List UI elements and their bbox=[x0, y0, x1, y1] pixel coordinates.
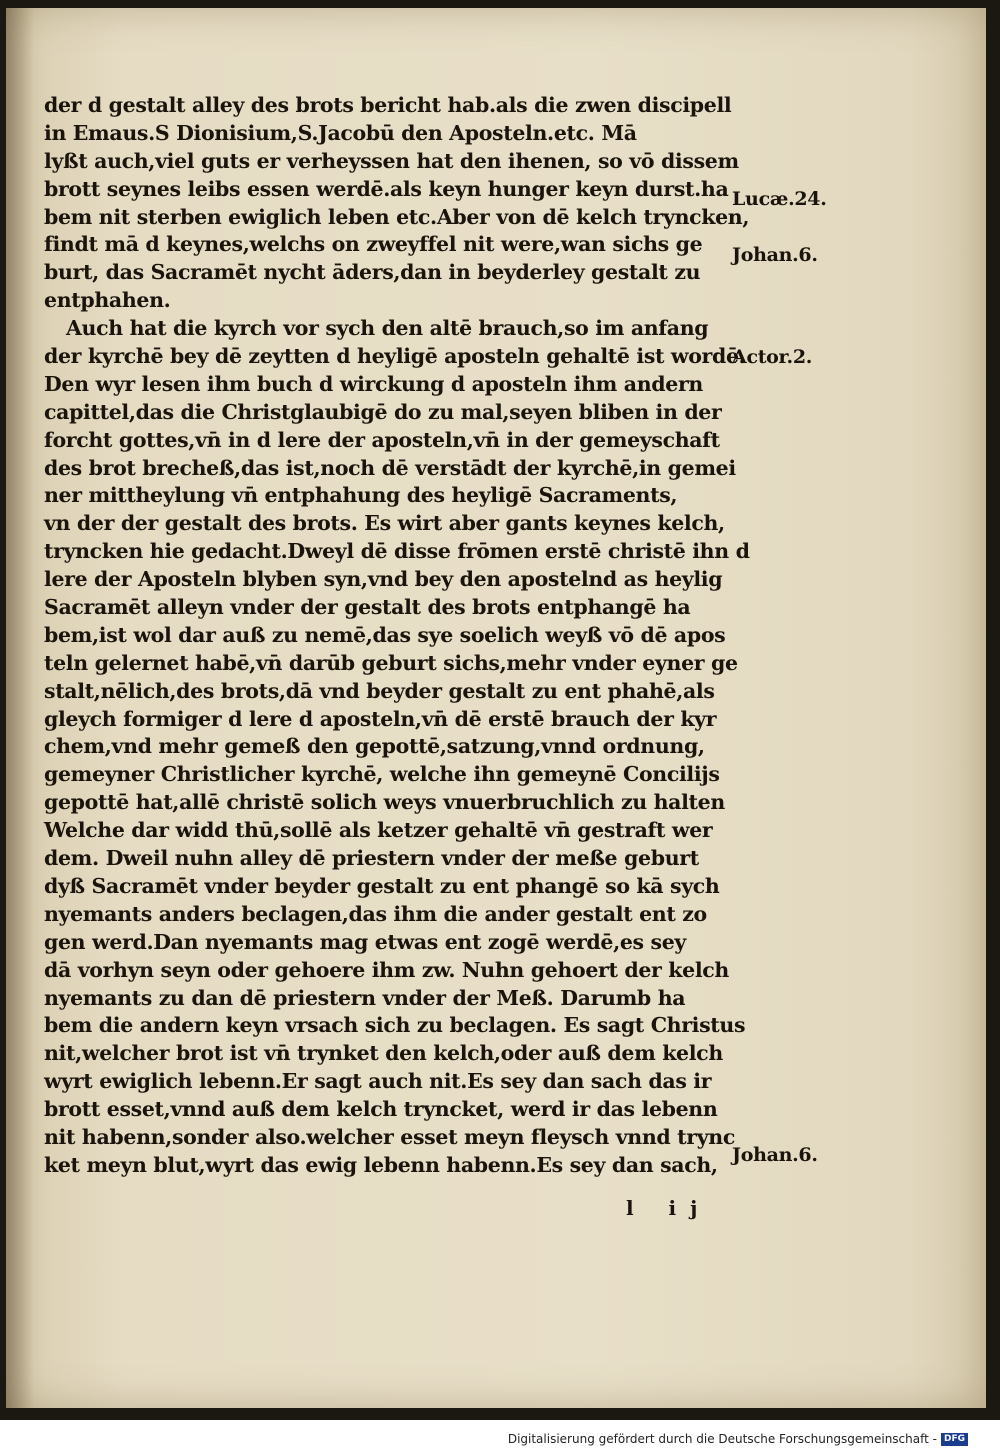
text-line: in Emaus.S Dionisium,S.Jacobū den Aposteln.etc. Mā bbox=[44, 120, 637, 145]
text-line: Den wyr lesen ihm buch d wirckung d aposteln ihm andern bbox=[44, 371, 703, 396]
text-line: chem,vnd mehr gemeß den gepottē,satzung,vnnd ordnung, bbox=[44, 734, 705, 759]
text-line: burt, das Sacramēt nycht āders,dan in beyderley gestalt zu bbox=[44, 260, 701, 285]
gutter-shadow bbox=[6, 8, 34, 1408]
text-line: des brot brecheß,das ist,noch dē verstādt der kyrchē,in gemei bbox=[44, 455, 736, 480]
footer-credit bbox=[508, 1432, 968, 1446]
text-line: Welche dar widd thū,sollē als ketzer gehaltē vn̄ gestraft wer bbox=[44, 818, 713, 843]
text-line: dyß Sacramēt vnder beyder gestalt zu ent phangē so kā sych bbox=[44, 873, 720, 898]
text-line: tryncken hie gedacht.Dweyl dē disse frōmen erstē christē ihn d bbox=[44, 539, 750, 564]
text-line: stalt,nēlich,des brots,dā vnd beyder gestalt zu ent phahē,als bbox=[44, 678, 715, 703]
main-text-block bbox=[44, 92, 750, 1180]
text-line: nit habenn,sonder also.welcher esset meyn fleysch vnnd trync bbox=[44, 1124, 735, 1149]
text-line: vn der der gestalt des brots. Es wirt aber gants keynes kelch, bbox=[44, 511, 725, 536]
text-line: bem nit sterben ewiglich leben etc.Aber von dē kelch tryncken, bbox=[44, 204, 750, 229]
text-line: lere der Aposteln blyben syn,vnd bey den apostelnd as heylig bbox=[44, 567, 723, 592]
text-line: brott seynes leibs essen werdē.als keyn hunger keyn durst.ha bbox=[44, 176, 729, 201]
footer-credit-text: Digitalisierung gefördert durch die Deutsche Forschungsgemeinschaft - bbox=[507, 1432, 937, 1446]
text-line: der d gestalt alley des brots bericht hab.als die zwen discipell bbox=[44, 93, 732, 117]
text-line: bem,ist wol dar auß zu nemē,das sye soelich weyß vō dē apos bbox=[44, 622, 726, 647]
margin-note-luke: Lucæ.24. bbox=[732, 188, 827, 210]
text-line: Sacramēt alleyn vnder der gestalt des brots entphangē ha bbox=[44, 595, 691, 620]
text-line: gen werd.Dan nyemants mag etwas ent zogē werdē,es sey bbox=[44, 929, 686, 954]
text-line: wyrt ewiglich lebenn.Er sagt auch nit.Es sey dan sach das ir bbox=[44, 1069, 712, 1094]
text-line: nyemants anders beclagen,das ihm die ander gestalt ent zo bbox=[44, 901, 707, 926]
text-line: dā vorhyn seyn oder gehoere ihm zw. Nuhn gehoert der kelch bbox=[44, 957, 729, 982]
signature-mark: l ij bbox=[626, 1196, 712, 1220]
margin-note-john: Johan.6. bbox=[732, 1144, 818, 1166]
paragraph-start-line: Auch hat die kyrch vor sych den altē brauch,so im anfang bbox=[66, 316, 709, 341]
text-line: nit,welcher brot ist vn̄ trynket den kelch,oder auß dem kelch bbox=[44, 1041, 723, 1066]
dfg-logo: DFG bbox=[941, 1433, 968, 1446]
text-line: ket meyn blut,wyrt das ewig lebenn habenn.Es sey dan sach, bbox=[44, 1152, 718, 1177]
text-line: entphahen. bbox=[44, 288, 171, 313]
text-line: capittel,das die Christglaubigē do zu mal,seyen bliben in der bbox=[44, 399, 722, 424]
text-line: dem. Dweil nuhn alley dē priestern vnder der meße geburt bbox=[44, 846, 699, 871]
text-line: lyßt auch,viel guts er verheyssen hat den ihenen, so vō dissem bbox=[44, 148, 739, 173]
text-line: gleych formiger d lere d aposteln,vn̄ dē erstē brauch der kyr bbox=[44, 706, 717, 731]
text-line: forcht gottes,vn̄ in d lere der aposteln,vn̄ in der gemeyschaft bbox=[44, 427, 720, 452]
text-line: findt mā d keynes,welchs on zweyffel nit were,wan sichs ge bbox=[44, 232, 703, 257]
text-line: gemeyner Christlicher kyrchē, welche ihn gemeynē Concilijs bbox=[44, 762, 720, 787]
text-line: teln gelernet habē,vn̄ darūb geburt sichs,mehr vnder eyner ge bbox=[44, 650, 738, 675]
margin-note-acts: Actor.2. bbox=[732, 346, 813, 368]
text-line: nyemants zu dan dē priestern vnder der Meß. Darumb ha bbox=[44, 985, 686, 1010]
text-line: bem die andern keyn vrsach sich zu beclagen. Es sagt Christus bbox=[44, 1013, 746, 1038]
text-line: gepottē hat,allē christē solich weys vnuerbruchlich zu halten bbox=[44, 790, 725, 815]
margin-note-john: Johan.6. bbox=[732, 244, 818, 266]
text-line: ner mittheylung vn̄ entphahung des heyligē Sacraments, bbox=[44, 483, 678, 508]
text-line: der kyrchē bey dē zeytten d heyligē aposteln gehaltē ist wordē. bbox=[44, 344, 746, 369]
text-line: brott esset,vnnd auß dem kelch tryncket, werd ir das lebenn bbox=[44, 1097, 718, 1122]
